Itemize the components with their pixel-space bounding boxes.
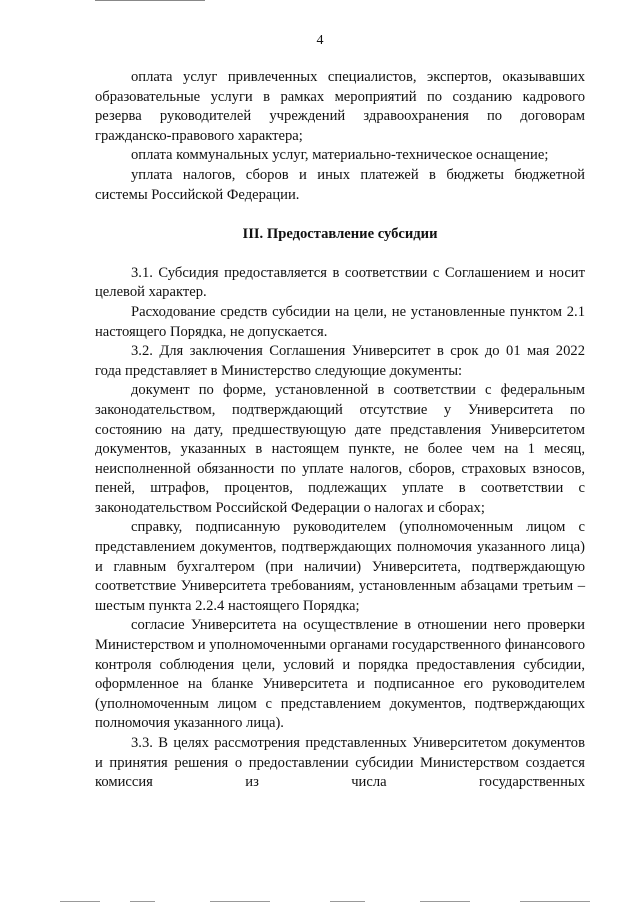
paragraph: 3.1. Субсидия предоставляется в соответствии с Соглашением и носит целевой характер. [95, 264, 585, 301]
paragraph: оплата коммунальных услуг, материально-техническое оснащение; [131, 147, 549, 164]
scan-bottom-edge [0, 899, 640, 905]
paragraph: 3.2. Для заключения Соглашения Университет в срок до 01 мая 2022 года представляет в Министерство следующие документы: [95, 343, 585, 379]
paragraph: оплата услуг привлеченных специалистов, экспертов, оказывавших образовательные услуги в рамках мероприятий по созданию кадрового резерва руководителей учреждений здравоохранения по договорам гражданско-правового характера; [95, 69, 585, 144]
scan-top-rule [95, 0, 205, 1]
paragraph: Расходование средств субсидии на цели, не установленные пунктом 2.1 настоящего Порядка, не допускается. [95, 303, 585, 340]
paragraph: документ по форме, установленной в соответствии с федеральным законодательством, подтверждающий отсутствие у Университета по состоянию на дату, предшествующую дате представления Университетом документов, указанных в настоящем пункте, не более чем на 1 месяц, неисполненной обязанности по уплате налогов, сборов, страховых взносов, пеней, штрафов, процентов, подлежащих уплате в соответствии с законодательством Российской Федерации о налогах и сборах; [95, 382, 585, 516]
paragraph: согласие Университета на осуществление в отношении него проверки Министерством и уполномоченными органами государственного финансового контроля соблюдения цели, условий и порядка предоставления субсидии, оформленное на бланке Университета и подписанное его руководителем (уполномоченным лицом с представлением документов, подтверждающих полномочия указанного лица). [95, 617, 585, 732]
paragraph: справку, подписанную руководителем (уполномоченным лицом с представлением документов, подтверждающих полномочия указанного лица) и главным бухгалтером (при наличии) Университета, подтверждающую соответствие Университета требованиям, установленным абзацами третьим – шестым пункта 2.2.4 настоящего Порядка; [95, 519, 585, 614]
page-number: 4 [316, 33, 324, 48]
paragraph-continued: 3.3. В целях рассмотрения представленных Университетом документов и принятия решения о предоставлении субсидии Министерством создается комиссия из числа государственных [95, 735, 585, 791]
section-heading: III. Предоставление субсидии [242, 226, 438, 243]
page-body [95, 68, 585, 793]
paragraph: уплата налогов, сборов и иных платежей в бюджеты бюджетной системы Российской Федерации. [95, 166, 585, 203]
